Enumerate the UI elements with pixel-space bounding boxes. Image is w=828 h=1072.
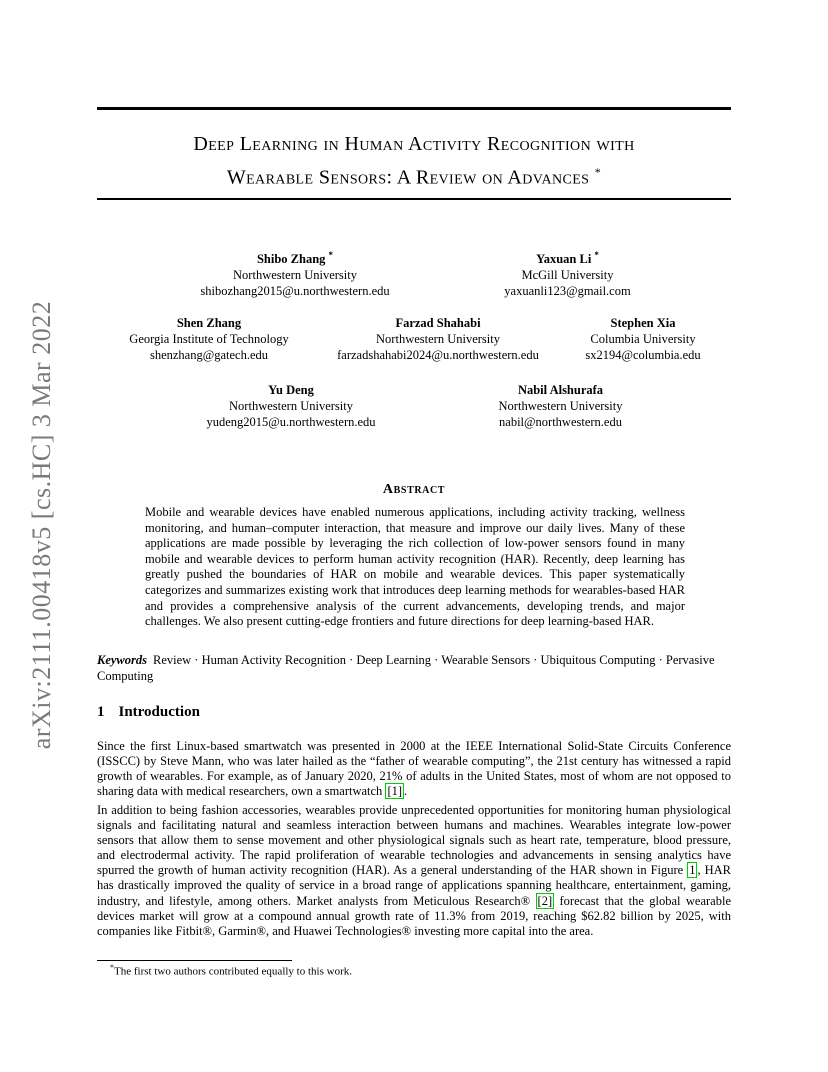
abstract-heading: Abstract — [382, 482, 446, 497]
arxiv-stamp — [20, 290, 64, 760]
abstract-text: Mobile and wearable devices have enabled numerous applications, including activity tracking, wellness monitoring, and human–computer interaction, that measure and improve our daily lives. Many of these applications are made possible by leveraging the rich collection of low-power sensors found in many mobile and wearable devices to perform human activity recognition (HAR). Recently, deep learning has greatly pushed the boundaries of HAR on mobile and wearable devices. This paper systematically categorizes and summarizes existing work that introduces deep learning methods for wearables-based HAR and provides a comprehensive analysis of the current advancements, developing trends, and major challenges. We also present cutting-edge frontiers and future directions for deep learning-based HAR. — [145, 505, 685, 629]
author-block — [170, 247, 420, 299]
intro-paragraph-2: In addition to being fashion accessories, wearables provide unprecedented opportunities for monitoring human physiological signals and facilitating natural and seamless interaction between humans and machines. Wearables integrate low-power sensors that allow them to sense movement and other physiological signals such as heart rate, temperature, blood pressure, and electrodermal activity. The rapid proliferation of wearable technologies and advancements in sensing analytics have spurred the growth of human activity recognition (HAR). As a general understanding of the HAR shown in Figure 1 , HAR has drastically improved the quality of service in a broad range of applications spanning healthcare, entertainment, gaming, industry, and lifestyle, among others. Market analysts from Meticulous Research® [2] forecast that the global wearable devices market will grow at a compound annual growth rate of 11.3% from 2019, reaching $62.82 billion by 2025, with companies like Fitbit®, Garmin®, and Huawei Technologies® investing more capital into the area. — [97, 803, 731, 938]
title-line-2 — [97, 158, 731, 192]
paper-title — [97, 130, 731, 192]
author-affiliation: Northwestern University — [229, 399, 353, 413]
author-name: Shibo Zhang * — [256, 250, 334, 267]
section-title: Introduction — [118, 704, 200, 720]
figure-ref-link[interactable]: 1 — [689, 863, 696, 878]
author-name: Yu Deng — [268, 383, 314, 397]
author-block — [478, 382, 643, 430]
title-footnote-marker: * — [594, 165, 602, 179]
citation-link[interactable]: [2] — [537, 893, 553, 908]
author-affiliation: Northwestern University — [498, 399, 623, 413]
intro-paragraph-1: Since the first Linux-based smartwatch was presented in 2000 at the IEEE International Solid-State Circuits Conference (ISSCC) by Steve Mann, who was later hailed as the “father of wearable computing”, the 21st century has witnessed a rapid growth of wearables. For example, as of January 2020, 21% of adults in the United States, most of whom are not opposed to sharing data with medical researchers, own a smartwatch [1] . — [97, 739, 731, 799]
author-block — [470, 247, 665, 299]
title-line-1: Deep Learning in Human Activity Recognition with — [193, 133, 635, 155]
arxiv-stamp-text: arXiv:2111.00418v5 [cs.HC] 3 Mar 2022 — [27, 300, 56, 750]
keywords-label: Keywords — [97, 653, 147, 667]
author-name: Yaxuan Li * — [536, 250, 599, 267]
title-top-rule — [97, 107, 731, 110]
keywords-text: Review · Human Activity Recognition · Deep Learning · Wearable Sensors · Ubiquitous Computing · Pervasive Computing — [97, 653, 715, 683]
author-name: Farzad Shahabi — [395, 316, 481, 330]
citation-link[interactable]: [1] — [387, 784, 403, 799]
section-number: 1 — [97, 704, 105, 720]
author-email: shenzhang@gatech.edu — [149, 348, 269, 362]
author-block — [112, 315, 306, 363]
author-name: Shen Zhang — [176, 316, 242, 330]
author-affiliation: Columbia University — [590, 332, 696, 346]
author-block — [572, 315, 714, 363]
author-email: shibozhang2015@u.northwestern.edu — [200, 284, 390, 299]
author-email: yaxuanli123@gmail.com — [504, 284, 631, 299]
title-line-2-text: Wearable Sensors: A Review on Advances — [226, 166, 590, 189]
footnote-rule — [97, 960, 292, 961]
author-email: farzadshahabi2024@u.northwestern.edu — [337, 348, 539, 362]
footnote — [110, 963, 352, 978]
author-affiliation: Georgia Institute of Technology — [129, 332, 289, 346]
author-affiliation: Northwestern University — [233, 268, 357, 283]
title-bottom-rule — [97, 198, 731, 200]
keywords — [97, 653, 731, 684]
author-affiliation: Northwestern University — [376, 332, 500, 346]
author-block — [186, 382, 396, 430]
author-email: nabil@northwestern.edu — [499, 415, 622, 429]
author-email: yudeng2015@u.northwestern.edu — [206, 415, 376, 429]
author-block — [324, 315, 552, 363]
footnote-marker: * — [110, 963, 114, 972]
author-name: Nabil Alshurafa — [517, 383, 604, 397]
author-affiliation: McGill University — [521, 268, 614, 283]
section-heading — [97, 704, 200, 721]
footnote-text: The first two authors contributed equally to this work. — [114, 965, 352, 978]
author-name: Stephen Xia — [610, 316, 676, 330]
author-email: sx2194@columbia.edu — [585, 348, 701, 362]
